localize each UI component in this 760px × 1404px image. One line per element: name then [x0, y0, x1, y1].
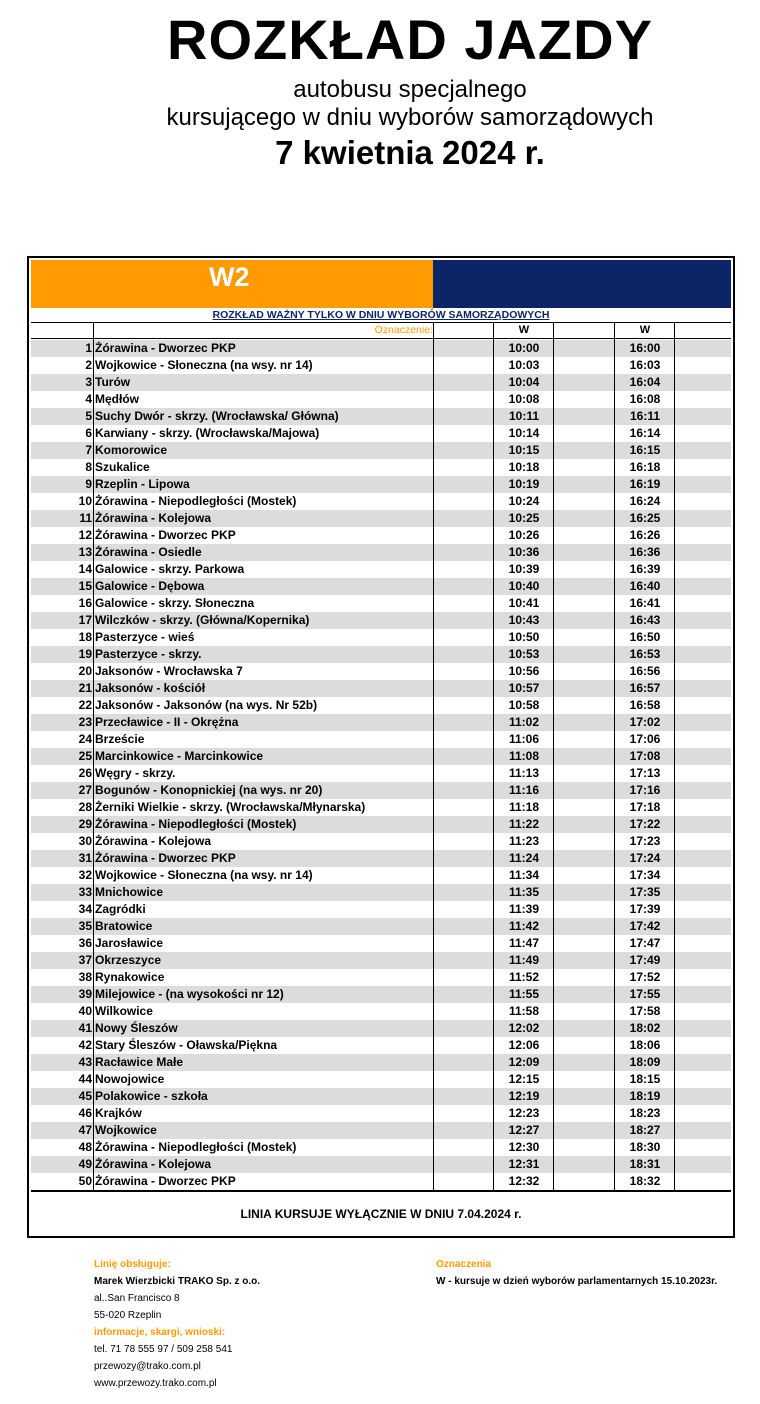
- departure-time-1: 11:39: [508, 902, 540, 916]
- table-row: [31, 544, 731, 561]
- stop-name: Jaksonów - Wrocławska 7: [95, 664, 243, 678]
- timetable: [27, 256, 735, 1238]
- validity-notice: ROZKŁAD WAŻNY TYLKO W DNIU WYBORÓW SAMORZĄDOWYCH: [31, 308, 731, 323]
- stop-name: Bratowice: [95, 919, 153, 933]
- stop-number: 12: [78, 528, 92, 542]
- departure-time-2: 16:25: [629, 511, 661, 525]
- departure-time-1: 10:08: [508, 392, 540, 406]
- stop-name: Milejowice - (na wysokości nr 12): [95, 987, 284, 1001]
- stop-name: Pasterzyce - skrzy.: [95, 647, 202, 661]
- departure-time-1: 12:06: [508, 1038, 540, 1052]
- stop-number: 32: [78, 868, 92, 882]
- departure-time-2: 17:47: [629, 936, 661, 950]
- table-row: [31, 493, 731, 510]
- departure-time-2: 17:06: [629, 732, 661, 746]
- departure-time-1: 11:16: [508, 783, 540, 797]
- table-row: [31, 1037, 731, 1054]
- table-row: [31, 391, 731, 408]
- departure-time-2: 18:32: [629, 1174, 661, 1188]
- stop-number: 42: [78, 1038, 92, 1052]
- stop-number: 2: [85, 358, 92, 372]
- operator-label: Linię obsługuje:: [94, 1259, 171, 1270]
- departure-time-1: 11:49: [508, 953, 540, 967]
- stop-number: 6: [85, 426, 92, 440]
- stop-name: Pasterzyce - wieś: [95, 630, 195, 644]
- legend-text: W - kursuje w dzień wyborów parlamentarnych 15.10.2023r.: [436, 1276, 718, 1287]
- operator-city: 55-020 Rzeplin: [94, 1310, 162, 1321]
- stop-number: 15: [78, 579, 92, 593]
- table-row: [31, 459, 731, 476]
- stop-number: 24: [78, 732, 92, 746]
- table-row: [31, 986, 731, 1003]
- departure-time-2: 16:50: [629, 630, 661, 644]
- stop-name: Żórawina - Kolejowa: [95, 834, 212, 848]
- departure-time-2: 17:18: [629, 800, 661, 814]
- departure-time-2: 17:49: [629, 953, 661, 967]
- departure-time-1: 10:24: [508, 494, 540, 508]
- stop-number: 29: [78, 817, 92, 831]
- departure-time-1: 11:35: [508, 885, 540, 899]
- departure-time-1: 10:58: [508, 698, 540, 712]
- departure-time-1: 11:34: [508, 868, 540, 882]
- stop-name: Stary Śleszów - Oławska/Piękna: [95, 1038, 278, 1052]
- departure-time-2: 17:24: [629, 851, 661, 865]
- departure-time-1: 10:00: [508, 341, 540, 355]
- departure-time-1: 10:11: [508, 409, 540, 423]
- marker-course-2: W: [639, 324, 651, 336]
- table-row: [31, 731, 731, 748]
- table-row: [31, 1088, 731, 1105]
- stop-number: 33: [78, 885, 92, 899]
- stop-name: Rzeplin - Lipowa: [95, 477, 190, 491]
- table-row: [31, 357, 731, 374]
- stop-name: Nowojowice: [95, 1072, 165, 1086]
- stop-name: Wilczków - skrzy. (Główna/Kopernika): [95, 613, 310, 627]
- column-divider: [674, 323, 675, 1190]
- stop-number: 27: [78, 783, 92, 797]
- stop-name: Wojkowice - Słoneczna (na wsy. nr 14): [95, 868, 313, 882]
- table-row: [31, 969, 731, 986]
- stop-number: 50: [78, 1174, 92, 1188]
- stop-name: Okrzeszyce: [95, 953, 162, 967]
- departure-time-1: 10:39: [508, 562, 540, 576]
- stop-name: Jarosławice: [95, 936, 164, 950]
- departure-time-2: 16:15: [629, 443, 661, 457]
- stop-number: 7: [85, 443, 92, 457]
- departure-time-2: 17:58: [629, 1004, 661, 1018]
- column-divider: [433, 323, 434, 1190]
- stop-name: Wilkowice: [95, 1004, 153, 1018]
- stop-number: 8: [85, 460, 92, 474]
- departure-time-2: 17:23: [629, 834, 661, 848]
- departure-time-2: 16:26: [629, 528, 661, 542]
- departure-time-2: 16:24: [629, 494, 661, 508]
- stop-name: Żórawina - Dworzec PKP: [95, 851, 236, 865]
- column-divider: [93, 323, 94, 1190]
- departure-time-2: 17:42: [629, 919, 661, 933]
- departure-time-1: 11:02: [508, 715, 540, 729]
- departure-time-2: 17:22: [629, 817, 661, 831]
- schedule-date: 7 kwietnia 2024 r.: [275, 134, 545, 171]
- departure-time-1: 11:55: [508, 987, 540, 1001]
- operator-name: Marek Wierzbicki TRAKO Sp. z o.o.: [94, 1276, 261, 1287]
- table-row: [31, 340, 731, 357]
- departure-time-2: 16:41: [629, 596, 661, 610]
- stop-name: Galowice - skrzy. Słoneczna: [95, 596, 255, 610]
- stop-name: Marcinkowice - Marcinkowice: [95, 749, 264, 763]
- departure-time-2: 16:03: [629, 358, 661, 372]
- table-row: [31, 884, 731, 901]
- stop-number: 47: [78, 1123, 92, 1137]
- departure-time-1: 12:31: [508, 1157, 540, 1171]
- departure-time-1: 12:23: [508, 1106, 540, 1120]
- stop-name: Bogunów - Konopnickiej (na wys. nr 20): [95, 783, 323, 797]
- departure-time-1: 11:13: [508, 766, 540, 780]
- stop-name: Żórawina - Dworzec PKP: [95, 528, 236, 542]
- table-row: [31, 1122, 731, 1139]
- subtitle-election: kursującego w dniu wyborów samorządowych: [166, 104, 654, 131]
- departure-time-1: 11:18: [508, 800, 540, 814]
- table-row: [31, 765, 731, 782]
- departure-time-2: 16:39: [629, 562, 661, 576]
- stop-name: Żórawina - Osiedle: [95, 545, 202, 559]
- legend: [436, 1256, 717, 1290]
- departure-time-2: 16:19: [629, 477, 661, 491]
- departure-time-1: 11:42: [508, 919, 540, 933]
- table-row: [31, 918, 731, 935]
- departure-time-2: 17:02: [629, 715, 661, 729]
- stop-number: 48: [78, 1140, 92, 1154]
- departure-time-2: 16:04: [629, 375, 661, 389]
- departure-time-2: 17:34: [629, 868, 661, 882]
- stop-name: Turów: [95, 375, 131, 389]
- stop-number: 37: [78, 953, 92, 967]
- info-label: informacje, skargi, wnioski:: [94, 1327, 226, 1338]
- stop-name: Przecławice - II - Okrężna: [95, 715, 239, 729]
- table-row: [31, 425, 731, 442]
- table-row: [31, 595, 731, 612]
- departure-time-1: 12:27: [508, 1123, 540, 1137]
- table-row: [31, 476, 731, 493]
- table-row: [31, 1173, 731, 1190]
- departure-time-1: 11:47: [508, 936, 540, 950]
- stop-name: Mnichowice: [95, 885, 164, 899]
- stop-number: 30: [78, 834, 92, 848]
- table-row: [31, 850, 731, 867]
- stop-number: 5: [85, 409, 92, 423]
- stop-number: 16: [78, 596, 92, 610]
- stop-number: 28: [78, 800, 92, 814]
- stop-name: Galowice - skrzy. Parkowa: [95, 562, 245, 576]
- departure-time-2: 16:57: [629, 681, 661, 695]
- marker-header: [31, 323, 731, 339]
- stop-number: 49: [78, 1157, 92, 1171]
- stop-name: Żerniki Wielkie - skrzy. (Wrocławska/Młynarska): [95, 800, 366, 814]
- marker-label: Oznaczenie:: [374, 324, 433, 336]
- departure-time-2: 16:56: [629, 664, 661, 678]
- table-row: [31, 1020, 731, 1037]
- departure-time-1: 11:08: [508, 749, 540, 763]
- stop-name: Galowice - Dębowa: [95, 579, 205, 593]
- departure-time-1: 10:56: [508, 664, 540, 678]
- table-row: [31, 1003, 731, 1020]
- stop-number: 41: [78, 1021, 92, 1035]
- stop-name: Zagródki: [95, 902, 146, 916]
- departure-time-1: 11:22: [508, 817, 540, 831]
- departure-time-2: 18:19: [629, 1089, 661, 1103]
- departure-time-2: 17:16: [629, 783, 661, 797]
- table-row: [31, 1156, 731, 1173]
- departure-time-2: 18:06: [629, 1038, 661, 1052]
- table-row: [31, 714, 731, 731]
- table-row: [31, 561, 731, 578]
- departure-time-1: 12:19: [508, 1089, 540, 1103]
- stop-number: 1: [85, 341, 92, 355]
- column-divider: [553, 323, 554, 1190]
- departure-time-2: 17:39: [629, 902, 661, 916]
- stop-name: Racławice Małe: [95, 1055, 184, 1069]
- stop-name: Węgry - skrzy.: [95, 766, 176, 780]
- stop-name: Żórawina - Niepodległości (Mostek): [95, 817, 297, 831]
- departure-time-2: 17:55: [629, 987, 661, 1001]
- stop-number: 36: [78, 936, 92, 950]
- stop-name: Żórawina - Niepodległości (Mostek): [95, 494, 297, 508]
- stop-number: 14: [78, 562, 92, 576]
- table-row: [31, 952, 731, 969]
- table-row: [31, 901, 731, 918]
- departure-time-1: 10:25: [508, 511, 540, 525]
- table-row: [31, 663, 731, 680]
- stop-name: Polakowice - szkoła: [95, 1089, 208, 1103]
- stop-number: 9: [85, 477, 92, 491]
- stop-name: Mędłów: [95, 392, 139, 406]
- table-row: [31, 833, 731, 850]
- stop-name: Żórawina - Dworzec PKP: [95, 341, 236, 355]
- departure-time-1: 11:06: [508, 732, 540, 746]
- departure-time-1: 12:32: [508, 1174, 540, 1188]
- navy-band: [433, 260, 731, 308]
- table-row: [31, 1054, 731, 1071]
- departure-time-1: 12:09: [508, 1055, 540, 1069]
- stop-name: Żórawina - Kolejowa: [95, 1157, 212, 1171]
- table-row: [31, 578, 731, 595]
- operation-notice: LINIA KURSUJE WYŁĄCZNIE W DNIU 7.04.2024 r.: [31, 1190, 731, 1236]
- stop-name: Jaksonów - kościół: [95, 681, 206, 695]
- stop-name: Żórawina - Niepodległości (Mostek): [95, 1140, 297, 1154]
- departure-time-1: 10:03: [508, 358, 540, 372]
- stop-number: 46: [78, 1106, 92, 1120]
- departure-time-2: 18:31: [629, 1157, 661, 1171]
- departure-time-2: 18:30: [629, 1140, 661, 1154]
- stop-number: 22: [78, 698, 92, 712]
- stop-number: 31: [78, 851, 92, 865]
- line-band: [31, 260, 433, 308]
- table-row: [31, 1071, 731, 1088]
- departure-time-1: 12:30: [508, 1140, 540, 1154]
- stop-number: 45: [78, 1089, 92, 1103]
- stop-number: 4: [85, 392, 92, 406]
- stop-number: 25: [78, 749, 92, 763]
- departure-time-1: 12:15: [508, 1072, 540, 1086]
- subtitle-bus: autobusu specjalnego: [293, 76, 527, 103]
- table-row: [31, 629, 731, 646]
- table-row: [31, 697, 731, 714]
- stop-number: 3: [85, 375, 92, 389]
- departure-time-2: 16:14: [629, 426, 661, 440]
- stop-number: 21: [78, 681, 92, 695]
- stop-name: Wojkowice: [95, 1123, 157, 1137]
- table-row: [31, 748, 731, 765]
- departure-time-1: 10:41: [508, 596, 540, 610]
- departure-time-2: 18:27: [629, 1123, 661, 1137]
- departure-time-1: 12:02: [508, 1021, 540, 1035]
- table-row: [31, 935, 731, 952]
- operator-web: www.przewozy.trako.com.pl: [94, 1378, 217, 1389]
- stop-number: 18: [78, 630, 92, 644]
- table-row: [31, 408, 731, 425]
- departure-time-1: 10:18: [508, 460, 540, 474]
- table-row: [31, 510, 731, 527]
- departure-time-1: 10:57: [508, 681, 540, 695]
- table-row: [31, 527, 731, 544]
- departure-time-2: 16:43: [629, 613, 661, 627]
- stop-name: Brzeście: [95, 732, 145, 746]
- operator-phone: tel. 71 78 555 97 / 509 258 541: [94, 1344, 233, 1355]
- operator-info: [94, 1256, 260, 1392]
- operator-street: al..San Francisco 8: [94, 1293, 180, 1304]
- departure-time-1: 10:26: [508, 528, 540, 542]
- departure-time-2: 17:13: [629, 766, 661, 780]
- table-row: [31, 680, 731, 697]
- stop-number: 44: [78, 1072, 92, 1086]
- stop-name: Żórawina - Dworzec PKP: [95, 1174, 236, 1188]
- stop-number: 43: [78, 1055, 92, 1069]
- departure-time-1: 10:40: [508, 579, 540, 593]
- stop-number: 26: [78, 766, 92, 780]
- departure-time-2: 16:08: [629, 392, 661, 406]
- stop-name: Suchy Dwór - skrzy. (Wrocławska/ Główna): [95, 409, 339, 423]
- table-row: [31, 612, 731, 629]
- departure-time-2: 17:35: [629, 885, 661, 899]
- departure-time-1: 11:58: [508, 1004, 540, 1018]
- stop-name: Rynakowice: [95, 970, 165, 984]
- line-number: W2: [209, 262, 250, 292]
- departure-time-2: 16:58: [629, 698, 661, 712]
- table-row: [31, 782, 731, 799]
- departure-time-2: 16:18: [629, 460, 661, 474]
- departure-time-2: 16:11: [629, 409, 661, 423]
- departure-time-2: 17:08: [629, 749, 661, 763]
- stops-list: [31, 340, 731, 1190]
- departure-time-1: 10:15: [508, 443, 540, 457]
- departure-time-1: 11:23: [508, 834, 540, 848]
- stop-number: 13: [78, 545, 92, 559]
- table-row: [31, 799, 731, 816]
- stop-number: 17: [78, 613, 92, 627]
- stop-name: Jaksonów - Jaksonów (na wys. Nr 52b): [95, 698, 318, 712]
- departure-time-1: 11:24: [508, 851, 540, 865]
- departure-time-2: 16:53: [629, 647, 661, 661]
- legend-label: Oznaczenia: [436, 1259, 492, 1270]
- stop-name: Komorowice: [95, 443, 168, 457]
- column-divider: [614, 323, 615, 1190]
- table-row: [31, 1139, 731, 1156]
- stop-number: 40: [78, 1004, 92, 1018]
- table-row: [31, 374, 731, 391]
- stop-number: 20: [78, 664, 92, 678]
- departure-time-2: 18:09: [629, 1055, 661, 1069]
- departure-time-1: 10:19: [508, 477, 540, 491]
- table-row: [31, 442, 731, 459]
- marker-course-1: W: [518, 324, 530, 336]
- departure-time-1: 11:52: [508, 970, 540, 984]
- table-row: [31, 816, 731, 833]
- departure-time-2: 16:36: [629, 545, 661, 559]
- stop-name: Nowy Śleszów: [95, 1021, 178, 1035]
- stop-number: 39: [78, 987, 92, 1001]
- stop-number: 10: [78, 494, 92, 508]
- stop-number: 35: [78, 919, 92, 933]
- departure-time-2: 17:52: [629, 970, 661, 984]
- stop-number: 19: [78, 647, 92, 661]
- table-row: [31, 1105, 731, 1122]
- table-row: [31, 646, 731, 663]
- departure-time-1: 10:50: [508, 630, 540, 644]
- table-row: [31, 867, 731, 884]
- stop-number: 38: [78, 970, 92, 984]
- departure-time-1: 10:43: [508, 613, 540, 627]
- stop-name: Krajków: [95, 1106, 142, 1120]
- departure-time-1: 10:53: [508, 647, 540, 661]
- departure-time-1: 10:14: [508, 426, 540, 440]
- departure-time-2: 18:23: [629, 1106, 661, 1120]
- departure-time-1: 10:36: [508, 545, 540, 559]
- departure-time-2: 16:40: [629, 579, 661, 593]
- departure-time-1: 10:04: [508, 375, 540, 389]
- stop-name: Żórawina - Kolejowa: [95, 511, 212, 525]
- departure-time-2: 18:02: [629, 1021, 661, 1035]
- departure-time-2: 18:15: [629, 1072, 661, 1086]
- operator-email: przewozy@trako.com.pl: [94, 1361, 201, 1372]
- stop-name: Szukalice: [95, 460, 150, 474]
- stop-name: Wojkowice - Słoneczna (na wsy. nr 14): [95, 358, 313, 372]
- stop-number: 34: [78, 902, 92, 916]
- column-divider: [493, 323, 494, 1190]
- stop-name: Karwiany - skrzy. (Wrocławska/Majowa): [95, 426, 320, 440]
- stop-number: 23: [78, 715, 92, 729]
- stop-number: 11: [79, 511, 92, 525]
- departure-time-2: 16:00: [629, 341, 661, 355]
- page-title: ROZKŁAD JAZDY: [167, 8, 653, 71]
